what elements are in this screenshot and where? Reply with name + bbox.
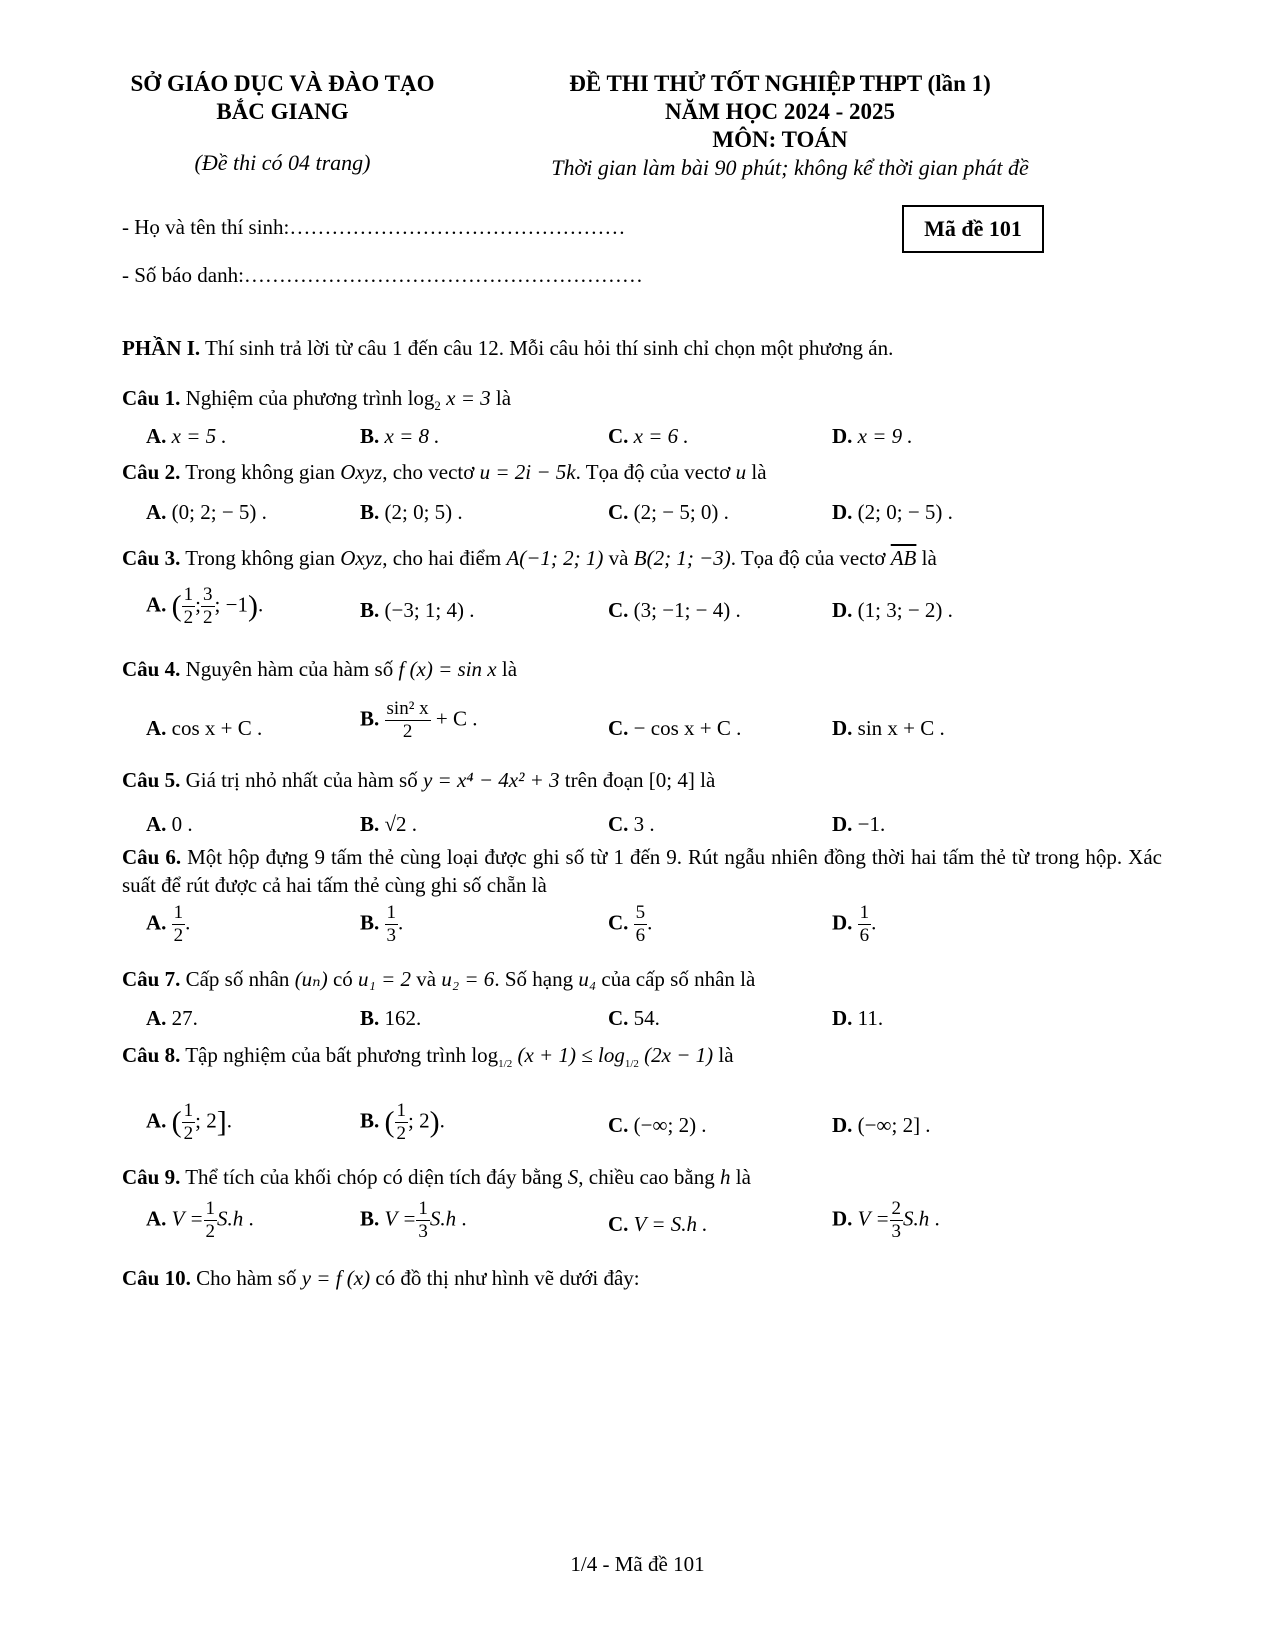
option-text: (−3; 1; 4) . (384, 598, 475, 622)
fraction (204, 1198, 218, 1243)
option-label: C. (608, 1212, 629, 1236)
q9-option-a[interactable]: A. V = $\frac{1}{2}$ S.h . (146, 1198, 254, 1242)
question-tail: là (495, 386, 512, 410)
time-note: Thời gian làm bài 90 phút; không kể thời gian phát đề (551, 155, 1029, 180)
q4-option-d[interactable] (832, 714, 945, 742)
q6-option-a[interactable]: A. $\frac{1}{2}$ . (146, 902, 191, 946)
option-text: (2; − 5; 0) . (633, 500, 729, 524)
option-text: (1; 3; − 2) . (857, 598, 953, 622)
option-label: D. (832, 910, 853, 935)
option-label: A. (146, 1108, 167, 1133)
fraction (182, 1100, 196, 1145)
option-label: B. (360, 1108, 380, 1133)
denominator: 6 (635, 925, 646, 946)
denominator: 2 (173, 925, 184, 946)
option-text: (−∞; 2) . (633, 1113, 707, 1137)
option-text: x = 8 . (384, 424, 440, 448)
inequality-right: (2x − 1) (644, 1043, 714, 1067)
interval: [0; 4] (648, 768, 695, 792)
q2-option-a[interactable] (146, 498, 267, 526)
denominator: 2 (402, 721, 413, 742)
option-text: (2; 0; 5) . (384, 500, 463, 524)
option-label: C. (608, 910, 629, 935)
denominator: 6 (859, 925, 870, 946)
q6-option-d[interactable]: D. $\frac{1}{6}$ . (832, 902, 877, 946)
q3-option-d[interactable] (832, 596, 953, 624)
option-label: D. (832, 424, 853, 448)
numerator: 3 (203, 584, 213, 605)
option-text: 54. (633, 1006, 660, 1030)
inequality-left: (x + 1) ≤ log (517, 1043, 625, 1067)
numerator: 1 (859, 902, 870, 923)
option-label: A. (146, 500, 167, 524)
q6-option-c[interactable]: C. $\frac{5}{6}$ . (608, 902, 653, 946)
question-label: Câu 6. (122, 845, 182, 869)
vector-equation: u = 2i − 5k (479, 460, 576, 484)
q1-option-d[interactable] (832, 422, 913, 450)
option-text: −1. (857, 812, 886, 836)
question-end: là (921, 546, 937, 570)
option-label: D. (832, 1113, 853, 1137)
school-year: NĂM HỌC 2024 - 2025 (665, 99, 895, 124)
numerator: 1 (205, 1198, 216, 1219)
question-label: Câu 4. (122, 657, 181, 681)
question-label: Câu 2. (122, 460, 181, 484)
question-5 (122, 766, 1162, 794)
conjunction: và (608, 546, 629, 570)
option-text: cos x + C . (171, 716, 263, 740)
option-text: (3; −1; − 4) . (633, 598, 741, 622)
fraction (172, 902, 186, 947)
option-label: C. (608, 716, 629, 740)
exam-title: ĐỀ THI THỬ TỐT NGHIỆP THPT (lần 1) (569, 71, 991, 96)
option-label: B. (360, 910, 380, 935)
numerator: 1 (183, 584, 194, 605)
option-text: 3 . (633, 812, 655, 836)
option-label: C. (608, 1113, 629, 1137)
question-label: Câu 1. (122, 386, 181, 410)
fraction (385, 902, 399, 947)
option-label: B. (360, 598, 380, 622)
denominator: 3 (891, 1221, 902, 1242)
q2-option-d[interactable] (832, 498, 953, 526)
option-label: D. (832, 812, 853, 836)
option-label: C. (608, 500, 629, 524)
q7-option-b[interactable] (360, 1004, 421, 1032)
option-text: (0; 2; − 5) . (171, 500, 267, 524)
q1-option-a[interactable] (146, 422, 227, 450)
q6-option-b[interactable]: B. $\frac{1}{3}$ . (360, 902, 404, 946)
q5-option-a[interactable] (146, 810, 193, 838)
option-text: sin x + C . (857, 716, 945, 740)
question-end: là (751, 460, 767, 484)
option-text: ; 2 (408, 1108, 430, 1133)
denominator: 2 (203, 607, 213, 628)
q4-option-a[interactable] (146, 714, 262, 742)
fraction (395, 1100, 409, 1145)
q7-option-d[interactable] (832, 1004, 883, 1032)
q8-option-c[interactable] (608, 1111, 707, 1139)
question-text: Trong không gian (185, 546, 335, 570)
option-label: A. (146, 812, 167, 836)
denominator: 2 (205, 1221, 216, 1242)
student-name-field: - Họ và tên thí sinh:………………………………………… (122, 215, 626, 239)
denominator: 2 (183, 607, 194, 628)
q4-option-c[interactable] (608, 714, 741, 742)
option-text: V = S.h . (633, 1212, 708, 1236)
function: y = x⁴ − 4x² + 3 (422, 768, 560, 792)
numerator: sin² x (386, 698, 429, 719)
question-label: Câu 7. (122, 967, 181, 991)
question-text: Trong không gian (185, 460, 335, 484)
q7-option-c[interactable] (608, 1004, 660, 1032)
function: y = f (x) (301, 1266, 371, 1290)
option-label: A. (146, 716, 167, 740)
question-tail: là (501, 657, 518, 681)
option-label: C. (608, 424, 629, 448)
q9-option-b[interactable]: B. V = $\frac{1}{3}$ S.h . (360, 1198, 467, 1242)
term-u2: u₂ = 6 (441, 967, 495, 991)
question-text: Tập nghiệm của bất phương trình (185, 1043, 467, 1067)
option-label: A. (146, 1006, 167, 1030)
question-text-mid: có (332, 967, 353, 991)
option-label: A. (146, 424, 167, 448)
province-name: BẮC GIANG (216, 99, 349, 124)
vector-ab: $\overline{AB}$ (890, 546, 917, 570)
space-name: Oxyz (340, 460, 383, 484)
question-1: Câu 1. Nghiệm của phương trình $\log_2 x = 3$ là (122, 386, 512, 414)
fraction (182, 584, 196, 629)
conjunction: và (416, 967, 437, 991)
q5-option-d[interactable] (832, 810, 885, 838)
question-4 (122, 655, 1162, 683)
option-label: D. (832, 716, 853, 740)
option-text: (2; 0; − 5) . (857, 500, 953, 524)
option-label: C. (608, 598, 629, 622)
fraction (201, 584, 215, 629)
question-text: Thể tích của khối chóp có diện tích đáy bằng (185, 1165, 563, 1189)
q8-option-b[interactable]: B. ( $\frac{1}{2}$ ; 2). (360, 1100, 445, 1144)
term-u4: u₄ (578, 967, 597, 991)
question-text: Cấp số nhân (185, 967, 290, 991)
variable-h: h (719, 1165, 731, 1189)
question-label: Câu 3. (122, 546, 181, 570)
question-text-mid: , chiều cao bằng (578, 1165, 715, 1189)
space-name: Oxyz (340, 546, 383, 570)
numerator: 1 (396, 1100, 407, 1121)
part-description: Thí sinh trả lời từ câu 1 đến câu 12. Mỗi câu hỏi thí sinh chỉ chọn một phương án. (200, 336, 894, 360)
question-label: Câu 8. (122, 1043, 181, 1067)
option-text: − cos x + C . (633, 716, 742, 740)
q5-option-b[interactable] (360, 810, 417, 838)
option-label: B. (360, 424, 380, 448)
page-footer: 1/4 - Mã đề 101 (570, 1552, 705, 1576)
numerator: 1 (183, 1100, 194, 1121)
subject: MÔN: TOÁN (712, 127, 848, 152)
question-9 (122, 1163, 1162, 1191)
point-a: A(−1; 2; 1) (506, 546, 604, 570)
question-6 (122, 843, 1162, 899)
option-text: 27. (171, 1006, 198, 1030)
option-text: 0 . (171, 812, 193, 836)
q8-option-d[interactable] (832, 1111, 931, 1139)
question-text: Một hộp đựng 9 tấm thẻ cùng loại được ghi số từ 1 đến 9. Rút ngẫu nhiên đồng thời hai tấm thẻ từ trong hộp. Xác suất để rút được cả hai tấm thẻ cùng ghi số chẵn là (122, 845, 1162, 897)
question-text-tail: . Tọa độ của vectơ (575, 460, 731, 484)
question-end: của cấp số nhân là (601, 967, 756, 991)
q9-option-c[interactable] (608, 1210, 708, 1238)
department-name: SỞ GIÁO DỤC VÀ ĐÀO TẠO (130, 71, 435, 96)
question-3 (122, 544, 1162, 572)
denominator: 3 (386, 925, 397, 946)
option-label: B. (360, 812, 380, 836)
option-label: B. (360, 1006, 380, 1030)
question-label: Câu 5. (122, 768, 181, 792)
variable-s: S (567, 1165, 579, 1189)
question-text: Giá trị nhỏ nhất của hàm số (185, 768, 418, 792)
question-label: Câu 10. (122, 1266, 191, 1290)
option-label: B. (360, 500, 380, 524)
question-label: Câu 9. (122, 1165, 181, 1189)
q3-option-c[interactable] (608, 596, 741, 624)
question-10 (122, 1264, 1162, 1292)
point-b: B(2; 1; −3) (633, 546, 731, 570)
option-text: x = 6 . (633, 424, 689, 448)
option-label: C. (608, 812, 629, 836)
option-text: ; −1 (214, 592, 248, 617)
option-label: B. (360, 1206, 380, 1231)
q1-option-b[interactable] (360, 422, 440, 450)
question-text-mid: trên đoạn (564, 768, 644, 792)
denominator: 2 (183, 1123, 194, 1144)
numerator: 1 (418, 1198, 428, 1219)
q3-option-a[interactable]: A. ( $\frac{1}{2}$ ; $\frac{3}{2}$ ; −1). (146, 584, 264, 628)
option-label: D. (832, 1006, 853, 1030)
option-label: B. (360, 706, 380, 731)
question-8: Câu 8. Tập nghiệm của bất phương trình $\log_{1/2} (x + 1) \le \log_{1/2} (2x - 1)$ là (122, 1043, 734, 1071)
option-label: A. (146, 1206, 167, 1231)
fraction (634, 902, 648, 947)
student-id-field: - Số báo danh:………………………………………………… (122, 263, 643, 287)
question-text: Nguyên hàm của hàm số (185, 657, 394, 681)
denominator: 2 (396, 1123, 407, 1144)
numerator: 5 (635, 902, 646, 923)
denominator: 3 (418, 1221, 428, 1242)
question-text-mid: , cho hai điểm (382, 546, 502, 570)
question-2 (122, 458, 1162, 486)
q2-option-b[interactable] (360, 498, 463, 526)
question-text: Nghiệm của phương trình (185, 386, 403, 410)
equation: x = 3 (446, 386, 491, 410)
sequence: (uₙ) (294, 967, 328, 991)
question-tail: là (735, 1165, 751, 1189)
q2-option-c[interactable] (608, 498, 729, 526)
option-text: x = 9 . (857, 424, 913, 448)
numerator: 1 (173, 902, 184, 923)
option-text: (−∞; 2] . (857, 1113, 931, 1137)
fraction (385, 698, 431, 743)
option-label: D. (832, 598, 853, 622)
question-7 (122, 965, 1162, 993)
part-title: PHẦN I. (122, 336, 201, 360)
q5-option-c[interactable] (608, 810, 655, 838)
fraction (890, 1198, 904, 1243)
q8-option-a[interactable]: A. ( $\frac{1}{2}$ ; 2]. (146, 1100, 233, 1144)
option-label: A. (146, 592, 167, 617)
part-heading (122, 336, 893, 361)
question-text-tail: . Tọa độ của vectơ (730, 546, 886, 570)
option-text: 162. (384, 1006, 422, 1030)
option-label: C. (608, 1006, 629, 1030)
exam-code-box: Mã đề 101 (902, 205, 1044, 253)
option-text: + C . (435, 706, 478, 731)
q1-option-c[interactable] (608, 422, 689, 450)
question-tail: có đồ thị như hình vẽ dưới đây: (375, 1266, 640, 1290)
vector-u: u (735, 460, 747, 484)
question-tail: là (700, 768, 716, 792)
q4-option-b[interactable] (360, 698, 478, 743)
option-text: 11. (857, 1006, 884, 1030)
fraction (416, 1198, 430, 1243)
option-label: D. (832, 500, 853, 524)
option-text: √2 . (384, 812, 418, 836)
question-tail: là (718, 1043, 734, 1067)
numerator: 1 (386, 902, 397, 923)
q3-option-b[interactable] (360, 596, 475, 624)
question-text-mid: , cho vectơ (382, 460, 475, 484)
term-u1: u₁ = 2 (358, 967, 411, 991)
option-text: x = 5 . (171, 424, 227, 448)
q9-option-d[interactable]: D. V = $\frac{2}{3}$ S.h . (832, 1198, 940, 1242)
q7-option-a[interactable] (146, 1004, 198, 1032)
question-text-tail: . Số hạng (494, 967, 574, 991)
option-label: D. (832, 1206, 853, 1231)
option-text: ; 2 (195, 1108, 217, 1133)
question-text: Cho hàm số (196, 1266, 297, 1290)
function: f (x) = sin x (398, 657, 497, 681)
page-count-note: (Đề thi có 04 trang) (194, 150, 371, 175)
fraction (858, 902, 872, 947)
option-label: A. (146, 910, 167, 935)
numerator: 2 (891, 1198, 902, 1219)
